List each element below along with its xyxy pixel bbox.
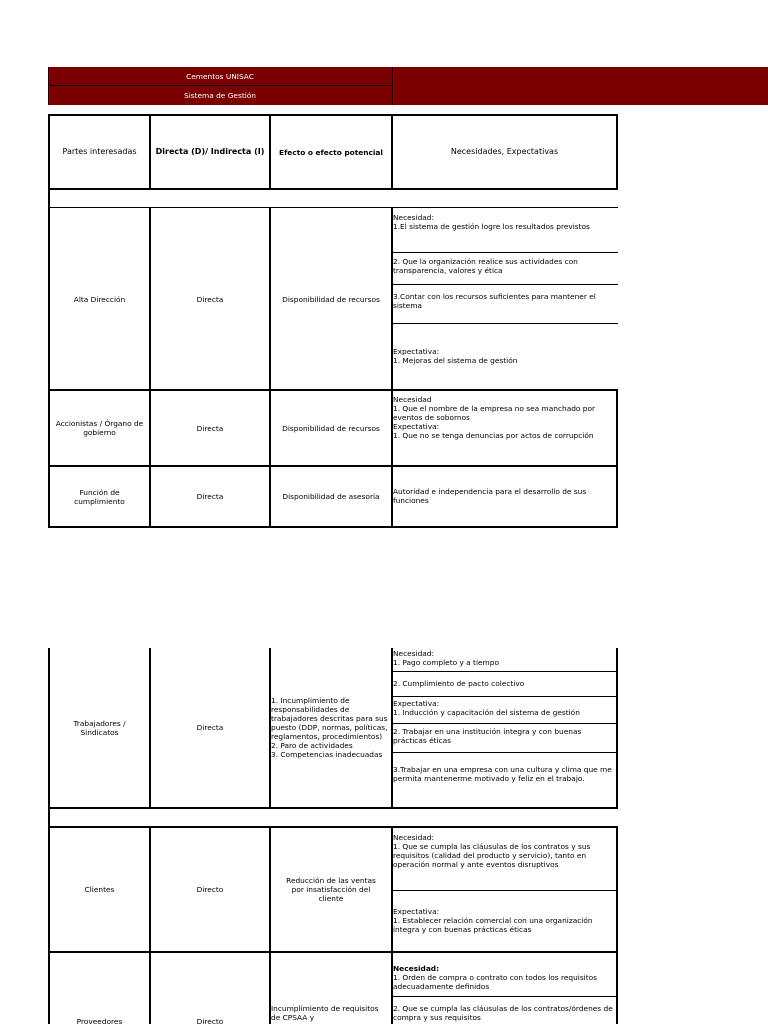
expectation-trabajadores-2: 2. Trabajar en una institución íntegra y con buenas prácticas éticas bbox=[393, 727, 582, 745]
party-proveedores: Proveedores bbox=[76, 1016, 123, 1026]
col-header-partes: Partes interesadas bbox=[62, 147, 137, 156]
expectation-alta-1: Expectativa: 1. Mejoras del sistema de gestión bbox=[393, 347, 518, 365]
col-header-directa: Directa (D)/ Indirecta (I) bbox=[155, 147, 265, 156]
system-name: Sistema de Gestión bbox=[184, 91, 256, 100]
expectation-clientes-1: Expectativa: 1. Establecer relación comercial con una organización íntegra y con buenas prácticas éticas bbox=[393, 907, 593, 934]
need-alta-3: 3.Contar con los recursos suficientes para mantener el sistema bbox=[393, 292, 596, 310]
type-clientes: Directo bbox=[196, 885, 224, 894]
col-header-necesidades: Necesidades, Expectativas bbox=[450, 147, 559, 156]
type-proveedores: Directo bbox=[196, 1016, 224, 1026]
need-proveedores-1: 1. Orden de compra o contrato con todos los requisitos adecuadamente definidos bbox=[393, 973, 598, 991]
type-trabajadores: Directa bbox=[196, 723, 224, 732]
need-alta-1: Necesidad: 1.El sistema de gestión logre los resultados previstos bbox=[393, 213, 590, 231]
effect-trabajadores: 1. Incumplimiento de responsabilidades de trabajadores descritas para sus puesto (DDP, normas, políticas, reglamentos, procedimientos) 2. Paro de actividades 3. Competencias inadecuadas bbox=[271, 696, 388, 759]
party-clientes: Clientes bbox=[84, 885, 115, 894]
need-alta-2: 2. Que la organización realice sus actividades con transparencia, valores y ética bbox=[393, 257, 578, 275]
type-alta-direccion: Directa bbox=[196, 294, 224, 304]
effect-alta-direccion: Disponibilidad de recursos bbox=[282, 294, 380, 304]
party-trabajadores: Trabajadores / Sindicatos bbox=[73, 718, 126, 737]
need-accionistas: Necesidad 1. Que el nombre de la empresa no sea manchado por eventos de sobornos Expectativa: 1. Que no se tenga denuncias por actos de corrupción bbox=[393, 395, 596, 440]
need-proveedores-2: 2. Que se cumpla las cláusulas de los contratos/órdenes de compra y sus requisitos bbox=[393, 1004, 613, 1022]
header-left-border bbox=[48, 67, 49, 105]
party-alta-direccion: Alta Dirección bbox=[73, 294, 126, 304]
company-name: Cementos UNISAC bbox=[186, 71, 254, 81]
col-header-efecto: Efecto o efecto potencial bbox=[279, 147, 383, 157]
effect-accionistas: Disponibilidad de recursos bbox=[282, 423, 380, 433]
party-accionistas: Accionistas / Órgano de gobierno bbox=[55, 419, 144, 437]
effect-funcion-cumplimiento: Disponibilidad de asesoría bbox=[282, 492, 380, 501]
expectation-trabajadores-1: Expectativa: 1. Inducción y capacitación del sistema de gestión bbox=[393, 699, 580, 717]
need-trabajadores-2: 2. Cumplimiento de pacto colectivo bbox=[393, 679, 525, 688]
need-funcion-cumplimiento: Autoridad e independencia para el desarrollo de sus funciones bbox=[393, 487, 587, 505]
effect-proveedores: Incumplimiento de requisitos de CPSAA y bbox=[271, 1004, 379, 1022]
type-accionistas: Directa bbox=[196, 423, 224, 433]
party-funcion-cumplimiento: Función de cumplimiento bbox=[74, 487, 125, 506]
need-clientes-1: Necesidad: 1. Que se cumpla las cláusulas de los contratos y sus requisitos (calidad del producto y servicio), tanto en operación normal y ante eventos disruptivos bbox=[393, 833, 591, 869]
need-proveedores-label: Necesidad: bbox=[393, 964, 440, 973]
header-mid-border bbox=[392, 67, 393, 105]
type-funcion-cumplimiento: Directa bbox=[196, 492, 224, 501]
expectation-trabajadores-3: 3.Trabajar en una empresa con una cultura y clima que me permita mantenerme motivado y feliz en el trabajo. bbox=[393, 765, 612, 783]
need-trabajadores-1: Necesidad: 1. Pago completo y a tiempo bbox=[393, 649, 499, 667]
effect-clientes: Reducción de las ventas por insatisfacción del cliente bbox=[286, 876, 376, 903]
